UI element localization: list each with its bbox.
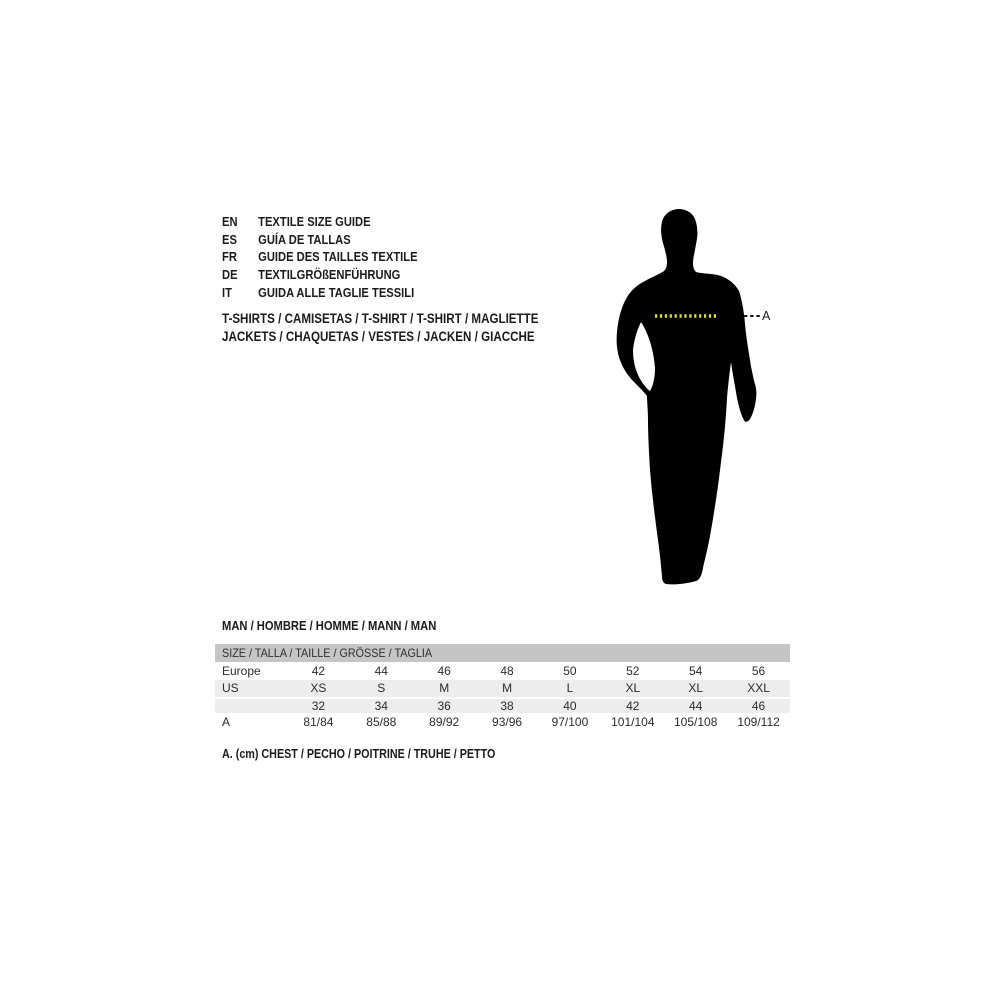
size-cell: 48 xyxy=(500,664,514,678)
size-cell: 101/104 xyxy=(611,715,655,729)
size-cell: 109/112 xyxy=(737,715,780,729)
row-label xyxy=(215,699,287,713)
table-row-chest-a xyxy=(215,713,790,732)
size-cell: 42 xyxy=(626,699,640,713)
language-row-es xyxy=(222,231,418,249)
size-cell: 93/96 xyxy=(492,715,523,729)
size-cell: 97/100 xyxy=(551,715,589,729)
guide-title-en: TEXTILE SIZE GUIDE xyxy=(258,214,371,229)
size-cell: 56 xyxy=(751,664,766,678)
table-row-numeric xyxy=(215,697,790,713)
guide-title-fr: GUIDE DES TAILLES TEXTILE xyxy=(258,249,418,265)
size-cell: 46 xyxy=(437,664,451,678)
category-line-jackets: JACKETS / CHAQUETAS / VESTES / JACKEN / GIACCHE xyxy=(222,328,535,344)
language-row-en xyxy=(222,213,418,231)
size-cell: L xyxy=(566,681,574,695)
language-list xyxy=(222,213,418,302)
size-cell: 38 xyxy=(500,699,514,713)
product-categories xyxy=(222,310,590,345)
size-cell: 44 xyxy=(374,664,388,678)
size-cell: 52 xyxy=(626,664,640,678)
language-row-it xyxy=(222,284,418,302)
language-row-de xyxy=(222,266,418,284)
size-cell: 89/92 xyxy=(429,715,460,729)
measurement-label-a: A xyxy=(762,309,771,323)
size-cell: XL xyxy=(688,681,704,695)
size-cell: 44 xyxy=(689,699,703,713)
language-code-en: EN xyxy=(222,214,238,229)
guide-title-it: GUIDA ALLE TAGLIE TESSILI xyxy=(258,284,415,300)
size-cell: M xyxy=(439,681,450,695)
row-label: A xyxy=(222,715,231,729)
size-cell: XL xyxy=(625,681,641,695)
guide-title-es: GUÍA DE TALLAS xyxy=(258,231,351,247)
row-label: US xyxy=(222,681,239,695)
language-code-fr: FR xyxy=(222,249,237,265)
size-table-header-row: SIZE / TALLA / TAILLE / GRÖSSE / TAGLIA xyxy=(215,644,790,662)
size-cell: 50 xyxy=(563,664,577,678)
measurement-footnote: A. (cm) CHEST / PECHO / POITRINE / TRUHE / PETTO xyxy=(222,747,496,761)
table-title: MAN / HOMBRE / HOMME / MANN / MAN xyxy=(222,618,437,633)
size-cell: 105/108 xyxy=(673,715,718,729)
size-cell: XS xyxy=(310,681,327,695)
language-code-de: DE xyxy=(222,267,238,283)
size-cell: 85/88 xyxy=(366,715,397,729)
size-cell: 40 xyxy=(563,699,577,713)
size-cell: M xyxy=(502,681,513,695)
size-cell: 36 xyxy=(437,699,451,713)
category-line-tshirts: T-SHIRTS / CAMISETAS / T-SHIRT / T-SHIRT / MAGLIETTE xyxy=(222,311,539,326)
size-table xyxy=(215,644,790,732)
language-row-fr xyxy=(222,248,418,266)
man-silhouette-path xyxy=(617,209,757,584)
language-code-it: IT xyxy=(222,284,232,300)
size-cell: 81/84 xyxy=(303,715,334,729)
size-cell: XXL xyxy=(747,681,770,695)
man-silhouette xyxy=(600,195,790,610)
size-cell: 54 xyxy=(689,664,703,678)
size-cell: S xyxy=(377,681,386,695)
row-label: Europe xyxy=(222,664,261,678)
size-cell: 42 xyxy=(311,664,326,678)
guide-title-de: TEXTILGRÖßENFÜHRUNG xyxy=(258,267,401,283)
language-code-es: ES xyxy=(222,231,237,247)
size-cell: 32 xyxy=(311,699,326,713)
size-cell: 34 xyxy=(374,699,388,713)
table-row-europe xyxy=(215,662,790,680)
table-row-us xyxy=(215,680,790,697)
size-cell: 46 xyxy=(751,699,766,713)
